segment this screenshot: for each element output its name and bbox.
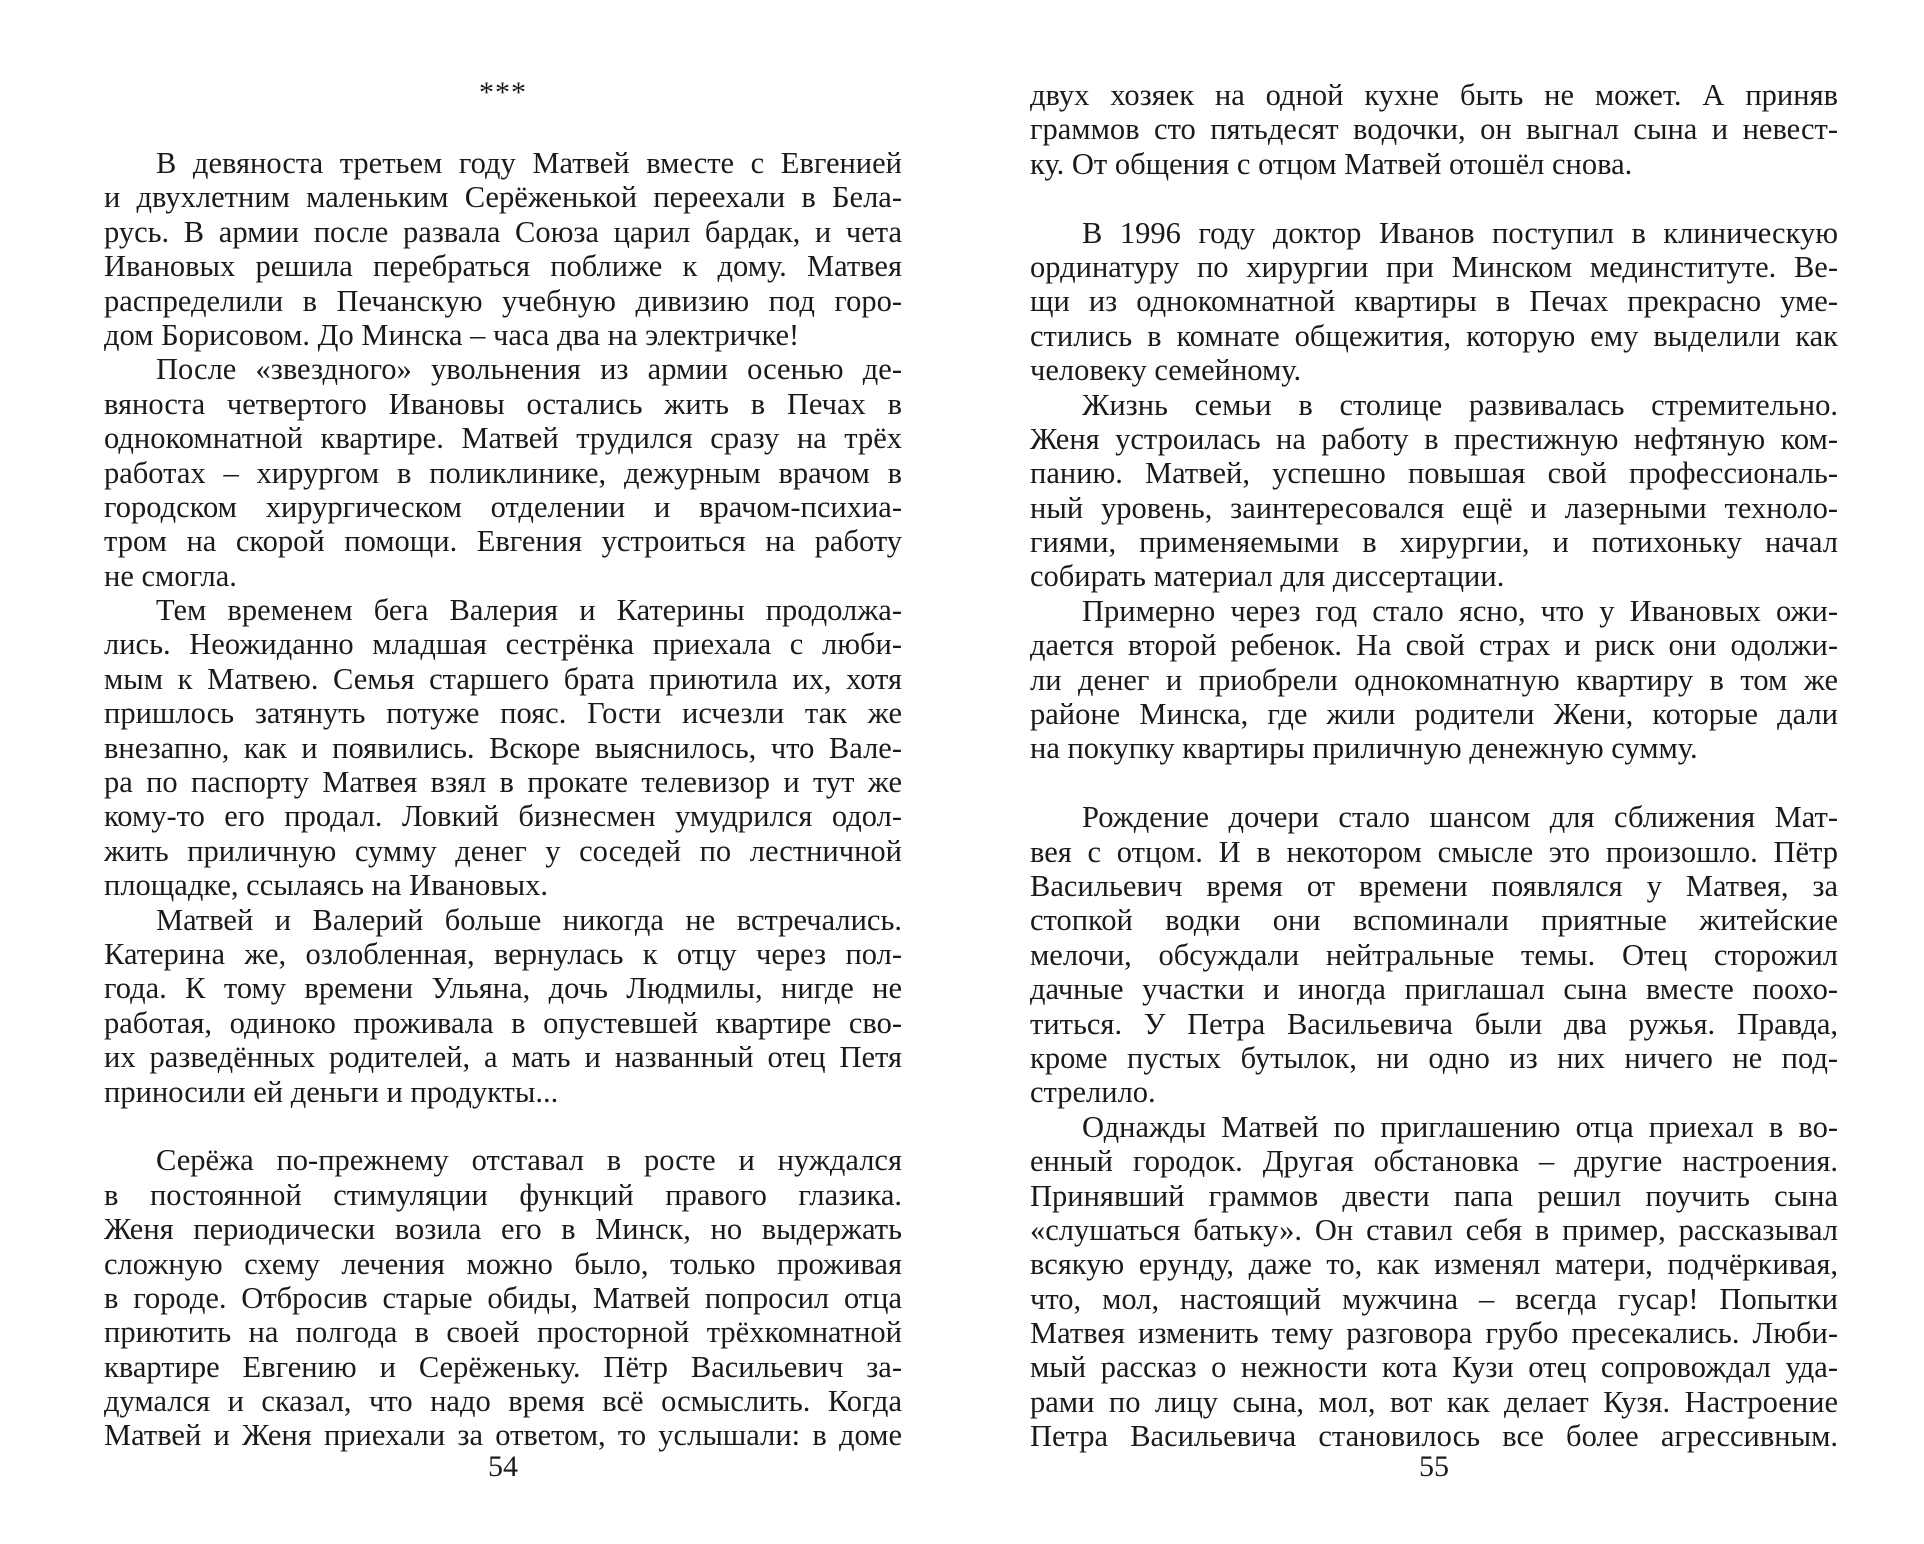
text-line: Петра Васильевича становилось все более агрессивным. [1030, 1419, 1838, 1454]
text-line: думался и сказал, что надо время всё осмыслить. Когда [104, 1384, 902, 1419]
text-line: что, мол, настоящий мужчина – всегда гусар! Попытки [1030, 1281, 1838, 1316]
right-page [1030, 0, 1838, 1544]
text-line: Серёжа по-прежнему отставал в росте и нуждался [156, 1143, 902, 1178]
paragraph-gap [104, 1109, 902, 1143]
text-line: квартире Евгению и Серёженьку. Пётр Васильевич за- [104, 1349, 902, 1384]
text-line: рами по лицу сына, мол, вот как делает Кузя. Настроение [1030, 1384, 1838, 1419]
text-line: В 1996 году доктор Иванов поступил в клиническую [1082, 215, 1838, 250]
text-line: Женя периодически возила его в Минск, но выдержать [104, 1212, 902, 1247]
text-line: лись. Неожиданно младшая сестрёнка приехала с люби- [104, 627, 902, 662]
text-line: всякую ерунду, даже то, как изменял матери, подчёркивая, [1030, 1247, 1838, 1282]
text-line: ординатуру по хирургии при Минском мединституте. Ве- [1030, 249, 1838, 284]
text-line: в городе. Отбросив старые обиды, Матвей попросил отца [104, 1280, 902, 1315]
text-line: Принявший граммов двести папа решил поучить сына [1030, 1178, 1838, 1213]
text-line: работая, одиноко проживала в опустевшей квартире сво- [104, 1005, 902, 1040]
text-line: панию. Матвей, успешно повышая свой профессиональ- [1030, 456, 1838, 491]
text-line: приносили ей деньги и продукты... [104, 1074, 559, 1109]
page-number-left: 54 [488, 1450, 518, 1483]
text-line: дачные участки и иногда приглашал сына вместе поохо- [1030, 972, 1838, 1007]
text-line: приютить на полгода в своей просторной трёхкомнатной [104, 1315, 902, 1350]
text-line: в постоянной стимуляции функций правого глазика. [104, 1177, 902, 1212]
text-line: Матвея изменить тему разговора грубо пресекались. Люби- [1030, 1316, 1838, 1351]
text-line: стились в комнате общежития, которую ему выделили как [1030, 318, 1838, 353]
text-line: распределили в Печанскую учебную дивизию под горо- [104, 283, 902, 318]
text-line: дается второй ребенок. На свой страх и риск они одолжи- [1030, 628, 1838, 663]
right-page-text [1030, 78, 1838, 1454]
text-line: Ивановых решила перебраться поближе к дому. Матвея [104, 249, 902, 284]
text-line: года. К тому времени Ульяна, дочь Людмилы, нигде не [104, 971, 902, 1006]
text-line: мым к Матвею. Семья старшего брата приютила их, хотя [104, 661, 902, 696]
text-line: тром на скорой помощи. Евгения устроиться на работу [104, 524, 902, 559]
text-line: мелочи, обсуждали нейтральные темы. Отец сторожил [1030, 937, 1838, 972]
text-line: щи из однокомнатной квартиры в Печах прекрасно уме- [1030, 284, 1838, 319]
text-line: Однажды Матвей по приглашению отца приехал в во- [1082, 1109, 1838, 1144]
text-line: и двухлетним маленьким Серёженькой переехали в Бела- [104, 180, 902, 215]
text-line: вяноста четвертого Ивановы остались жить в Печах в [104, 386, 902, 421]
text-line: Матвей и Женя приехали за ответом, то услышали: в доме [104, 1418, 902, 1453]
text-line: вея с отцом. И в некотором смысле это произошло. Пётр [1030, 834, 1838, 869]
left-page-text [104, 146, 902, 1453]
section-ornament: *** [479, 76, 527, 109]
text-line: титься. У Петра Васильевича были два ружья. Правда, [1030, 1006, 1838, 1041]
text-line: Матвей и Валерий больше никогда не встречались. [156, 902, 902, 937]
text-line: русь. В армии после развала Союза царил бардак, и чета [104, 214, 902, 249]
text-line: сложную схему лечения можно было, только проживая [104, 1246, 902, 1281]
text-line: Катерина же, озлобленная, вернулась к отцу через пол- [104, 936, 902, 971]
text-line: ный уровень, заинтересовался ещё и лазерными техноло- [1030, 490, 1838, 525]
text-line: внезапно, как и появились. Вскоре выяснилось, что Вале- [104, 730, 902, 765]
text-line: ку. От общения с отцом Матвей отошёл снова. [1030, 146, 1633, 181]
text-line: кому-то его продал. Ловкий бизнесмен умудрился одол- [104, 799, 902, 834]
text-line: мый рассказ о нежности кота Кузи отец сопровождал уда- [1030, 1350, 1838, 1385]
paragraph-gap [1030, 766, 1838, 800]
text-line: человеку семейному. [1030, 353, 1302, 388]
text-line: пришлось затянуть потуже пояс. Гости исчезли так же [104, 696, 902, 731]
text-line: работах – хирургом в поликлинике, дежурным врачом в [104, 455, 902, 490]
text-line: не смогла. [104, 558, 237, 593]
text-line: двух хозяек на одной кухне быть не может. А приняв [1030, 78, 1838, 112]
text-line: граммов сто пятьдесят водочки, он выгнал сына и невест- [1030, 112, 1838, 147]
text-line: В девяноста третьем году Матвей вместе с Евгенией [156, 146, 902, 180]
text-line: Тем временем бега Валерия и Катерины продолжа- [156, 593, 902, 628]
text-line: собирать материал для диссертации. [1030, 559, 1505, 594]
text-line: гиями, применяемыми в хирургии, и потихоньку начал [1030, 525, 1838, 560]
text-line: ли денег и приобрели однокомнатную квартиру в том же [1030, 662, 1838, 697]
text-line: Примерно через год стало ясно, что у Ивановых ожи- [1082, 593, 1838, 628]
text-line: Рождение дочери стало шансом для сближения Мат- [1082, 800, 1838, 835]
page-number-right: 55 [1419, 1450, 1449, 1483]
paragraph-gap [1030, 181, 1838, 215]
text-line: жить приличную сумму денег у соседей по лестничной [104, 833, 902, 868]
text-line: дом Борисовом. До Минска – часа два на электричке! [104, 317, 800, 352]
text-line: Жизнь семьи в столице развивалась стремительно. [1082, 387, 1838, 422]
text-line: на покупку квартиры приличную денежную сумму. [1030, 731, 1698, 766]
text-line: После «звездного» увольнения из армии осенью де- [156, 352, 902, 387]
text-line: городском хирургическом отделении и врачом-психиа- [104, 489, 902, 524]
text-line: их разведённых родителей, а мать и названный отец Петя [104, 1040, 902, 1075]
text-line: Васильевич время от времени появлялся у Матвея, за [1030, 868, 1838, 903]
text-line: ра по паспорту Матвея взял в прокате телевизор и тут же [104, 765, 902, 800]
left-page [104, 0, 902, 1544]
text-line: Женя устроилась на работу в престижную нефтяную ком- [1030, 421, 1838, 456]
text-line: енный городок. Другая обстановка – другие настроения. [1030, 1144, 1838, 1179]
text-line: районе Минска, где жили родители Жени, которые дали [1030, 697, 1838, 732]
text-line: однокомнатной квартире. Матвей трудился сразу на трёх [104, 421, 902, 456]
text-line: кроме пустых бутылок, ни одно из них ничего не под- [1030, 1040, 1838, 1075]
text-line: стрелило. [1030, 1075, 1156, 1110]
text-line: площадке, ссылаясь на Ивановых. [104, 868, 548, 903]
text-line: стопкой водки они вспоминали приятные житейские [1030, 903, 1838, 938]
text-line: «слушаться батьку». Он ставил себя в пример, рассказывал [1030, 1212, 1838, 1247]
